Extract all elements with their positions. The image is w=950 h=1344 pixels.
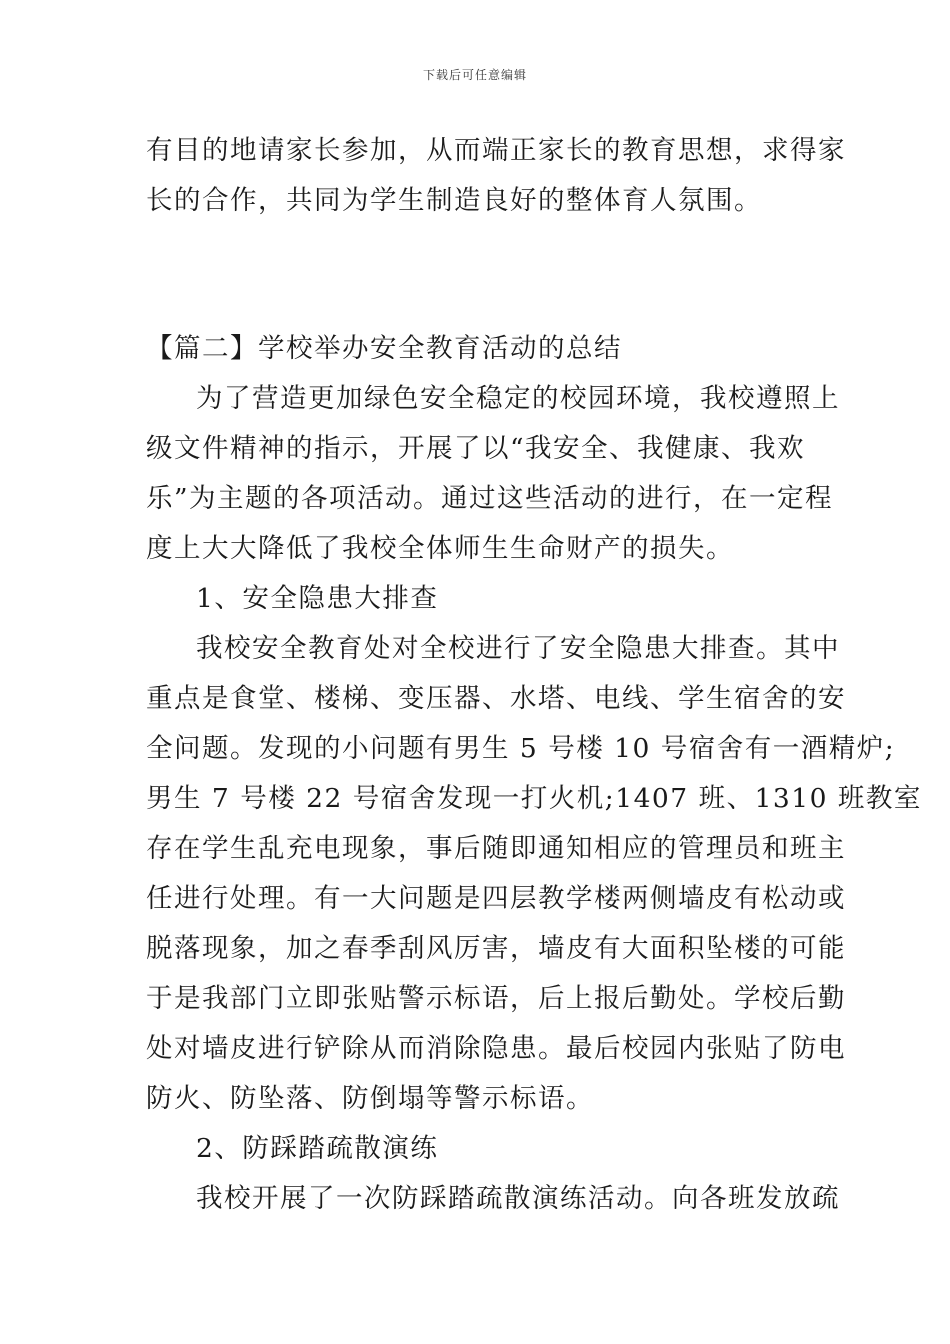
subheading: 2、防踩踏疏散演练	[196, 1133, 439, 1164]
paragraph-line: 度上大大降低了我校全体师生生命财产的损失。	[146, 533, 734, 564]
paragraph-line: 男生 7 号楼 22 号宿舍发现一打火机;1407 班、1310 班教室	[146, 783, 922, 814]
paragraph-line: 防火、防坠落、防倒塌等警示标语。	[146, 1083, 594, 1114]
section-title: 【篇二】学校举办安全教育活动的总结	[146, 333, 622, 364]
paragraph-line: 全问题。发现的小问题有男生 5 号楼 10 号宿舍有一酒精炉;	[146, 733, 896, 764]
paragraph-line: 级文件精神的指示，开展了以“我安全、我健康、我欢	[146, 433, 806, 464]
paragraph-line: 任进行处理。有一大问题是四层教学楼两侧墙皮有松动或	[146, 883, 846, 914]
paragraph-line: 我校开展了一次防踩踏疏散演练活动。向各班发放疏	[196, 1183, 840, 1214]
paragraph-line: 为了营造更加绿色安全稳定的校园环境，我校遵照上	[196, 383, 840, 414]
paragraph-line: 脱落现象，加之春季刮风厉害，墙皮有大面积坠楼的可能	[146, 933, 846, 964]
paragraph-line: 有目的地请家长参加，从而端正家长的教育思想，求得家	[146, 135, 846, 166]
paragraph-line: 乐”为主题的各项活动。通过这些活动的进行，在一定程	[146, 483, 834, 514]
header-note: 下载后可任意编辑	[422, 68, 527, 82]
paragraph-line: 我校安全教育处对全校进行了安全隐患大排查。其中	[196, 633, 840, 664]
paragraph-line: 长的合作，共同为学生制造良好的整体育人氛围。	[146, 185, 762, 216]
subheading: 1、安全隐患大排查	[196, 583, 439, 614]
paragraph-line: 处对墙皮进行铲除从而消除隐患。最后校园内张贴了防电	[146, 1033, 846, 1064]
paragraph-line: 存在学生乱充电现象，事后随即通知相应的管理员和班主	[146, 833, 846, 864]
paragraph-line: 于是我部门立即张贴警示标语，后上报后勤处。学校后勤	[146, 983, 846, 1014]
paragraph-line: 重点是食堂、楼梯、变压器、水塔、电线、学生宿舍的安	[146, 683, 846, 714]
